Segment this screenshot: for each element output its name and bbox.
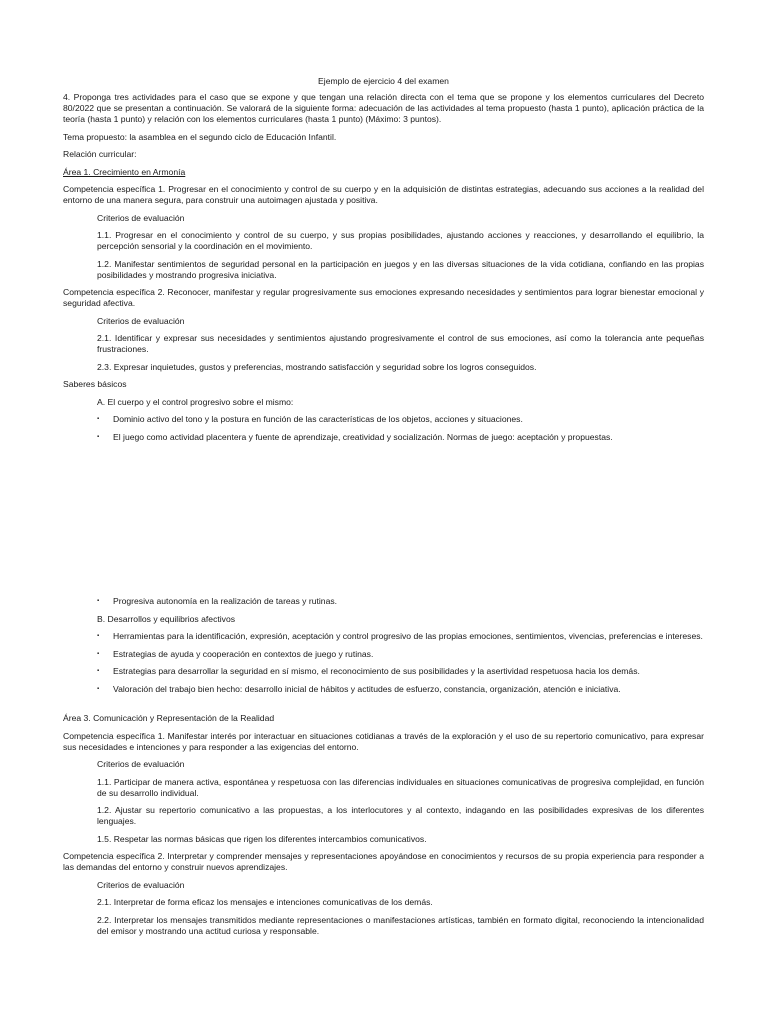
list-item xyxy=(97,596,704,607)
a1-criteria-label-1: Criterios de evaluación xyxy=(97,212,185,223)
bullet-icon: ▪ xyxy=(97,416,100,422)
bullet-icon: ▪ xyxy=(97,433,100,440)
a1-criterion-2-3: 2.3. Expresar inquietudes, gustos y preferencias, mostrando satisfacción y seguridad sobre los logros conseguidos. xyxy=(97,361,537,372)
list-item xyxy=(97,414,704,425)
a3-criterion-2-1: 2.1. Interpretar de forma eficaz los mensajes e intenciones comunicativas de los demás. xyxy=(97,897,433,907)
list-item xyxy=(97,666,704,677)
proposed-topic: Tema propuesto: la asamblea en el segundo ciclo de Educación Infantil. xyxy=(63,131,337,142)
saberes-heading: Saberes básicos xyxy=(63,379,127,389)
exercise-statement: 4. Proponga tres actividades para el caso que se expone y que tengan una relación directa con el tema que se propone y los elementos curriculares del Decreto 80/2022 que se presentan a continuación. Se valorará de la siguiente forma: adecuación de las actividades al tema propuesto (hasta 1 punto), aplicación práctica de la teoría (hasta 1 punto) y relación con los elementos curriculares (hasta 1 punto) (Máximo: 3 puntos). xyxy=(63,92,704,124)
saber-b-item: Estrategias para desarrollar la seguridad en sí mismo, el reconocimiento de sus posibilidades y la asertividad respetuosa hacia los demás. xyxy=(113,666,640,676)
a1-competence-2: Competencia específica 2. Reconocer, manifestar y regular progresivamente sus emociones expresando necesidades y sentimientos para lograr bienestar emocional y seguridad afectiva. xyxy=(63,287,704,308)
list-item xyxy=(97,649,704,660)
a3-criteria-label-1: Criterios de evaluación xyxy=(97,759,185,769)
a1-criteria-label-2: Criterios de evaluación xyxy=(97,315,185,326)
saber-a-item: El juego como actividad placentera y fuente de aprendizaje, creatividad y socialización. Normas de juego: aceptación y propuestas. xyxy=(113,431,613,442)
list-item xyxy=(97,684,704,695)
a1-criterion-1-1: 1.1. Progresar en el conocimiento y control de su cuerpo, y sus propias posibilidades, ajustando acciones y reacciones, y desarrollando el equilibrio, la percepción sensorial y la coordinación en el movimiento. xyxy=(97,230,704,251)
bullet-icon: ▪ xyxy=(97,598,100,604)
saber-b-item: Estrategias de ayuda y cooperación en contextos de juego y rutinas. xyxy=(113,648,374,659)
saber-a-item: Progresiva autonomía en la realización de tareas y rutinas. xyxy=(113,596,338,606)
blank-space xyxy=(63,695,704,707)
bullet-icon: ▪ xyxy=(97,685,100,692)
bullet-icon: ▪ xyxy=(97,650,100,657)
a3-competence-2: Competencia específica 2. Interpretar y comprender mensajes y representaciones apoyándose en conocimientos y recursos de su propia experiencia para responder a las demandas del entorno y construir nuevos aprendizajes. xyxy=(63,851,704,872)
document-page xyxy=(63,76,704,937)
list-item xyxy=(97,631,704,642)
area-1-heading: Área 1. Crecimiento en Armonía xyxy=(63,166,186,177)
a3-criterion-1-5: 1.5. Respetar las normas básicas que rigen los diferentes intercambios comunicativos. xyxy=(97,833,427,844)
saber-a-heading: A. El cuerpo y el control progresivo sobre el mismo: xyxy=(97,396,294,407)
a3-criterion-1-1: 1.1. Participar de manera activa, espontánea y respetuosa con las diferencias individuales en situaciones comunicativas de progresiva complejidad, en función de su desarrollo individual. xyxy=(97,776,704,798)
saber-a-item: Dominio activo del tono y la postura en función de las características de los objetos, acciones y situaciones. xyxy=(113,414,523,424)
saber-b-item: Valoración del trabajo bien hecho: desarrollo inicial de hábitos y actitudes de esfuerzo, constancia, organización, atención e iniciativa. xyxy=(113,683,621,694)
a1-criterion-2-1: 2.1. Identificar y expresar sus necesidades y sentimientos ajustando progresivamente el control de sus emociones, así como la tolerancia ante pequeñas frustraciones. xyxy=(97,333,704,354)
curricular-relation-label: Relación curricular: xyxy=(63,149,137,159)
saber-b-item: Herramientas para la identificación, expresión, aceptación y control progresivo de las propias emociones, sentimientos, vivencias, preferencias e intereses. xyxy=(113,631,703,641)
a3-competence-1: Competencia específica 1. Manifestar interés por interactuar en situaciones cotidianas a través de la exploración y el uso de su repertorio comunicativo, para expresar sus necesidades e intenciones y para responder a las exigencias del entorno. xyxy=(63,730,704,752)
a1-criterion-1-2: 1.2. Manifestar sentimientos de seguridad personal en la participación en juegos y en las diversas situaciones de la vida cotidiana, confiando en las propias posibilidades y mostrando progresiva iniciativa. xyxy=(97,258,704,280)
area-3-heading: Área 3. Comunicación y Representación de la Realidad xyxy=(63,713,275,723)
blank-space xyxy=(63,443,704,590)
a3-criterion-2-2: 2.2. Interpretar los mensajes transmitidos mediante representaciones o manifestaciones artísticas, también en formato digital, reconociendo la intencionalidad del emisor y mostrando una actitud curiosa y responsable. xyxy=(97,914,704,936)
bullet-icon: ▪ xyxy=(97,668,100,674)
a3-criteria-label-2: Criterios de evaluación xyxy=(97,879,185,890)
a1-competence-1: Competencia específica 1. Progresar en el conocimiento y control de su cuerpo y en la adquisición de distintas estrategias, adecuando sus acciones a la realidad del entorno de una manera segura, para construir una autoimagen ajustada y positiva. xyxy=(63,184,704,205)
a3-criterion-1-2: 1.2. Ajustar su repertorio comunicativo a las propuestas, a los interlocutores y al contexto, indagando en las posibilidades expresivas de los diferentes lenguajes. xyxy=(97,805,704,826)
doc-title: Ejemplo de ejercicio 4 del examen xyxy=(318,76,449,86)
saber-b-heading: B. Desarrollos y equilibrios afectivos xyxy=(97,613,236,624)
list-item xyxy=(97,432,704,443)
bullet-icon: ▪ xyxy=(97,633,100,639)
